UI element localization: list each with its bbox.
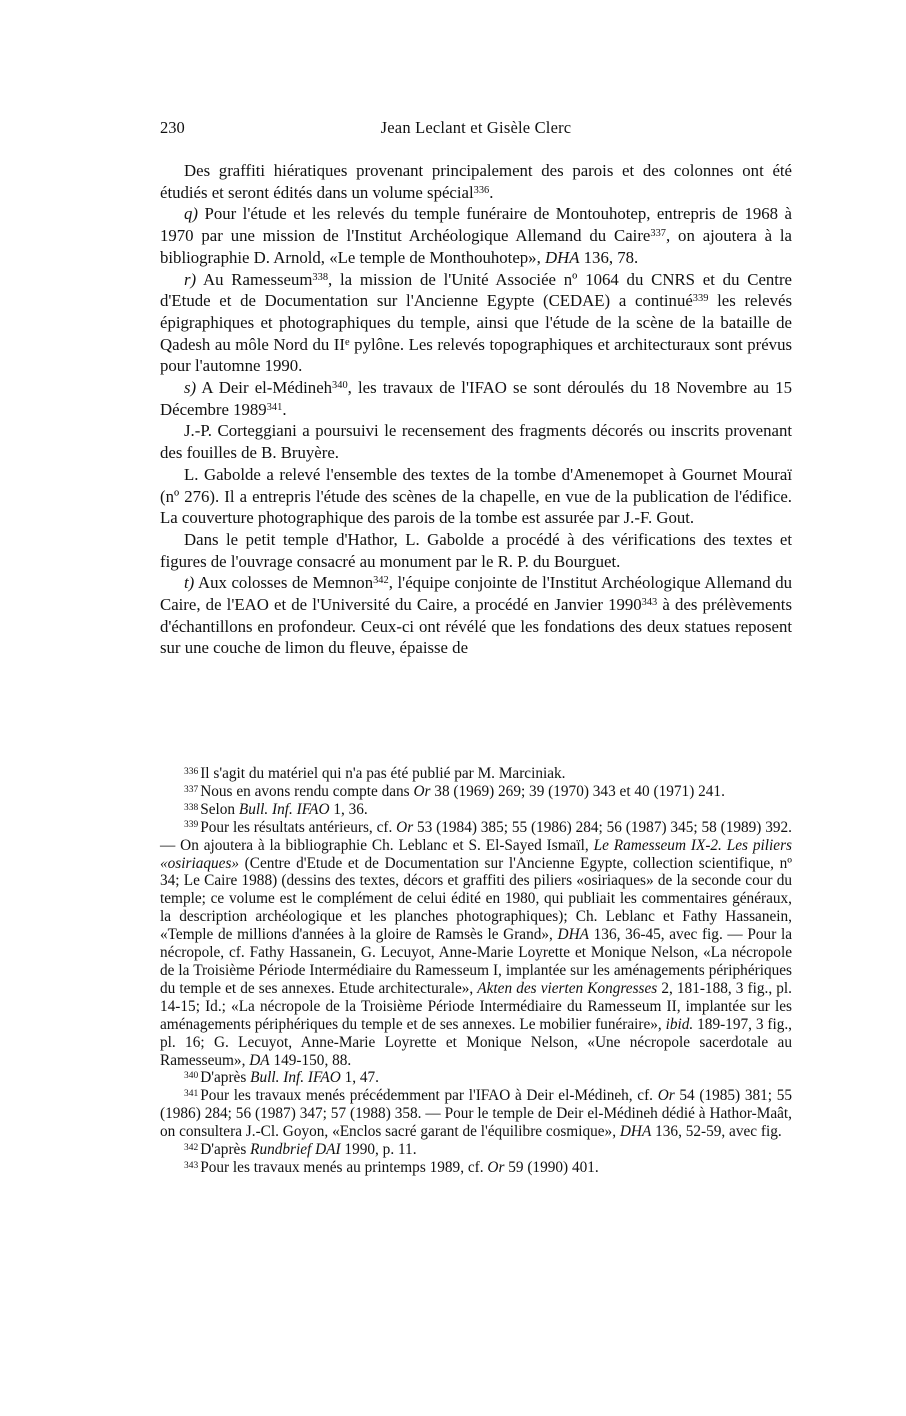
footnote-ref-341[interactable]: 341: [266, 401, 283, 413]
superscript-e: e: [344, 336, 350, 348]
paragraph-q-montouhotep: q) Pour l'étude et les relevés du temple funéraire de Montouhotep, entrepris de 1968 à 1970 par une mission de l'Institut Archéologique Allemand du Caire$^{337}$, on ajoutera à la bibliographie D. Arnold, «Le temple de Monthouhotep», DHA 136, 78.: [160, 204, 793, 267]
paragraph-hathor-temple: Dans le petit temple d'Hathor, L. Gabolde a procédé à des vérifications des textes et figures de l'ouvrage consacré au monument par le R. P. du Bourguet.: [160, 529, 792, 571]
section-label-t: t): [184, 573, 195, 593]
footnote-ref-337[interactable]: 337: [650, 227, 666, 239]
page-number: 230: [160, 118, 185, 137]
footnote-number: 343: [184, 1160, 199, 1171]
footnote-338: $^{338}$ Selon Bull. Inf. IFAO 1, 36.: [184, 800, 368, 818]
footnote-339: $^{339}$ Pour les résultats antérieurs, cf. Or 53 (1984) 385; 55 (1986) 284; 56 (1987) 345; 58 (1989) 392. — On ajoutera à la bibliographie Ch. Leblanc et S. El-Sayed Ismaïl, Le Ramesseum IX-2. Les piliers «osiriaques» (Centre d'Etude et de Documentation sur l'Ancienne Egypte, collection scientifique, nº 34; Le Caire 1988) (dessins des textes, décors et graffiti des piliers «osiriaques» de la seconde cour du temple; ce volume est le complément de celui édité en 1980, qui publiait les commentaires généraux, la description archéologique et les planches photographiques); Ch. Leblanc et Fathy Hassanein, «Temple de millions d'années à la gloire de Ramsès le Grand», DHA 136, 36-45, avec fig. — Pour la nécropole, cf. Fathy Hassanein, G. Lecuyot, Anne-Marie Loyrette et Monique Nelson, «La nécropole de la Troisième Période Intermédiaire du Ramesseum I, implantée sur les aménagements périphériques du temple et de ses annexes. Etude architecturale», Akten des vierten Kongresses 2, 181-188, 3 fig., pl. 14-15; Id.; «La nécropole de la Troisième Période Intermédiaire du Ramesseum II, implantée sur les aménagements périphériques du temple et de ses annexes. Le mobilier funéraire», ibid. 189-197, 3 fig., pl. 16; G. Lecuyot, Anne-Marie Loyrette et Monique Nelson, «Une nécropole sacerdotale au Ramesseum», DA 149-150, 88.: [160, 818, 793, 1069]
footnote-337: $^{337}$ Nous en avons rendu compte dans Or 38 (1969) 269; 39 (1970) 343 et 40 (1971) 241.: [184, 782, 725, 800]
footnote-number: 339: [184, 820, 199, 831]
footnote-ref-338[interactable]: 338: [312, 271, 329, 283]
footnote-number: 337: [184, 784, 199, 795]
footnote-ref-343[interactable]: 343: [641, 596, 658, 608]
footnote-number: 338: [184, 802, 199, 813]
footnote-ref-340[interactable]: 340: [332, 379, 348, 391]
footnote-ref-336[interactable]: 336: [473, 184, 490, 196]
paragraph-graffiti: Des graffiti hiératiques provenant principalement des parois et des colonnes ont été étudiés et seront édités dans un volume spécial$^{336}$.: [160, 161, 792, 202]
footnote-342: $^{342}$ D'après Rundbrief DAI 1990, p. 11.: [184, 1141, 417, 1159]
footnote-ref-339[interactable]: 339: [692, 293, 709, 305]
section-label-s: s): [184, 378, 197, 398]
running-head: Jean Leclant et Gisèle Clerc: [380, 118, 572, 137]
footnote-341: $^{341}$ Pour les travaux menés précédemment par l'IFAO à Deir el-Médineh, cf. Or 54 (1985) 381; 55 (1986) 284; 56 (1987) 347; 57 (1988) 358. — Pour le temple de Deir el-Médineh dédié à Hathor-Maât, on consultera J.-Cl. Goyon, «Enclos sacré garant de l'équilibre cosmique», DHA 136, 52-59, avec fig.: [160, 1087, 793, 1141]
footnote-343: $^{343}$ Pour les travaux menés au printemps 1989, cf. Or 59 (1990) 401.: [184, 1158, 599, 1176]
paragraph-t-memnon: t) Aux colosses de Memnon$^{342}$, l'équipe conjointe de l'Institut Archéologique Allemand du Caire, de l'EAO et de l'Université du Caire, a procédé en Janvier 1990$^{343}$ à des prélèvements d'échantillons en profondeur. Ceux-ci ont révélé que les fondations des deux statues reposent sur une couche de limon du fleuve, épaisse de: [160, 573, 792, 658]
paragraph-gabolde-tomb: L. Gabolde a relevé l'ensemble des textes de la tombe d'Amenemopet à Gournet Mouraï (nº 276). Il a entrepris l'étude des scènes de la chapelle, en vue de la publication de l'édifice. La couverture photographique des parois de la tombe est assurée par J.-F. Gout.: [160, 464, 792, 528]
section-label-q: q): [184, 204, 198, 224]
main-text: [160, 160, 792, 659]
footnote-340: $^{340}$ D'après Bull. Inf. IFAO 1, 47.: [184, 1069, 379, 1087]
footnote-336: $^{336}$ Il s'agit du matériel qui n'a pas été publié par M. Marciniak.: [184, 765, 566, 782]
journal-abbrev: DHA: [544, 247, 580, 267]
footnote-number: 342: [184, 1142, 199, 1153]
footnote-number: 336: [184, 766, 199, 777]
footnote-number: 341: [184, 1089, 199, 1100]
footnotes: [160, 765, 792, 1177]
paragraph-corteggiani: J.-P. Corteggiani a poursuivi le recensement des fragments décorés ou inscrits provenant des fouilles de B. Bruyère.: [160, 421, 792, 463]
footnote-number: 340: [184, 1071, 199, 1082]
section-label-r: r): [184, 269, 197, 289]
page-header: [160, 118, 792, 142]
paragraph-s-deir-el-medineh: s) A Deir el-Médineh$^{340}$, les travaux de l'IFAO se sont déroulés du 18 Novembre au 15 Décembre 1989$^{341}$.: [160, 378, 792, 419]
footnote-ref-342[interactable]: 342: [373, 575, 389, 587]
paragraph-r-ramesseum: r) Au Ramesseum$^{338}$, la mission de l'Unité Associée nº 1064 du CNRS et du Centre d'Etude et de Documentation sur l'Ancienne Egypte (CEDAE) a continué$^{339}$ les relevés épigraphiques et photographiques du temple, ainsi que l'étude de la scène de la bataille de Qadesh au môle Nord du IIe pylône. Les relevés topographiques et architecturaux sont prévus pour l'automne 1990.: [160, 269, 792, 376]
